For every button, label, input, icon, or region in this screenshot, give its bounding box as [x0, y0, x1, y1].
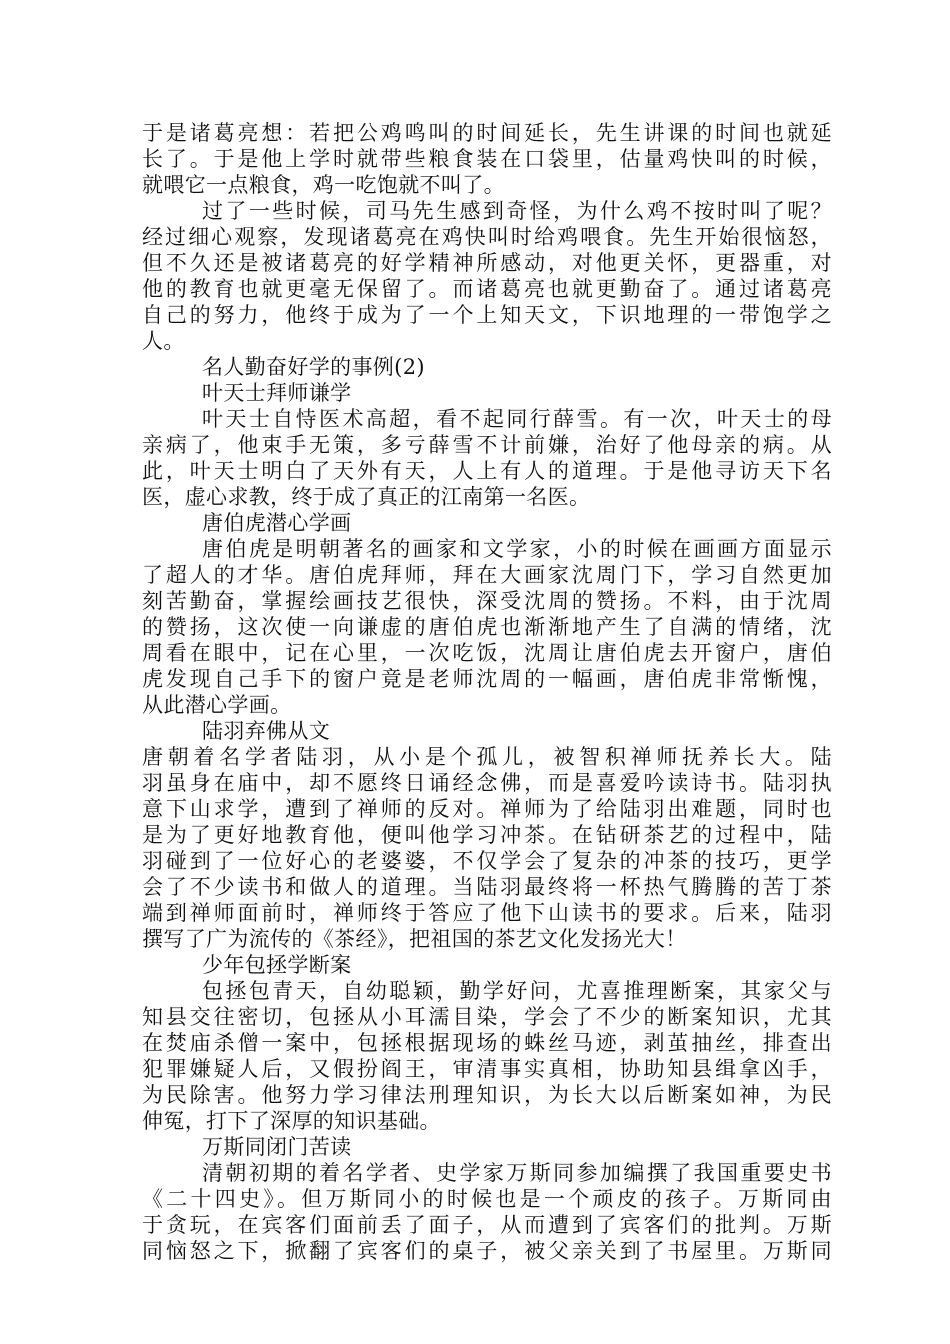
heading-text: 少年包拯学断案	[202, 953, 352, 977]
text-line: 包拯包青天，自幼聪颖，勤学好问，尤喜推理断案，其家父与	[202, 979, 832, 1003]
text-line: 羽碰到了一位好心的老婆婆，不仅学会了复杂的冲茶的技巧，更学	[142, 849, 832, 873]
paragraph	[142, 744, 832, 952]
document-page	[142, 120, 832, 1264]
section-heading	[142, 354, 832, 380]
text-line: 长了。于是他上学时就带些粮食装在口袋里，估量鸡快叫的时候，	[142, 147, 832, 171]
text-line: 的赞扬，这次使一向谦虚的唐伯虎也渐渐地产生了自满的情绪，沈	[142, 615, 832, 639]
text-line: 了超人的才华。唐伯虎拜师，拜在大画家沈周门下，学习自然更加	[142, 563, 832, 587]
text-line: 人。	[142, 329, 185, 353]
text-line: 过了一些时候，司马先生感到奇怪，为什么鸡不按时叫了呢？	[202, 199, 832, 223]
text-line: 此，叶天士明白了天外有天，人上有人的道理。于是他寻访天下名	[142, 459, 832, 483]
text-line: 撰写了广为流传的《茶经》，把祖国的茶艺文化发扬光大！	[142, 927, 687, 951]
heading-text: 陆羽弃佛从文	[202, 719, 331, 743]
text-line: 知县交往密切，包拯从小耳濡目染，学会了不少的断案知识，尤其	[142, 1005, 832, 1029]
section-heading	[142, 718, 832, 744]
paragraph	[142, 198, 832, 354]
heading-text: 唐伯虎潜心学画	[202, 511, 352, 535]
paragraph	[142, 120, 832, 198]
paragraph	[142, 1160, 832, 1264]
text-line: 同恼怒之下，掀翻了宾客们的桌子，被父亲关到了书屋里。万斯同	[142, 1239, 832, 1263]
paragraph	[142, 406, 832, 510]
text-line: 周看在眼中，记在心里，一次吃饭，沈周让唐伯虎去开窗户，唐伯	[142, 641, 832, 665]
text-line: 清朝初期的着名学者、史学家万斯同参加编撰了我国重要史书	[202, 1161, 832, 1185]
text-line: 于贪玩，在宾客们面前丢了面子，从而遭到了宾客们的批判。万斯	[142, 1213, 832, 1237]
text-line: 他的教育也就更毫无保留了。而诸葛亮也就更勤奋了。通过诸葛亮	[142, 277, 832, 301]
text-line: 但不久还是被诸葛亮的好学精神所感动，对他更关怀，更器重，对	[142, 251, 832, 275]
text-line: 唐朝着名学者陆羽，从小是个孤儿，被智积禅师抚养长大。陆	[142, 745, 832, 769]
text-line: 羽虽身在庙中，却不愿终日诵经念佛，而是喜爱吟读诗书。陆羽执	[142, 771, 832, 795]
text-line: 唐伯虎是明朝著名的画家和文学家，小的时候在画画方面显示	[202, 537, 832, 561]
section-heading	[142, 1134, 832, 1160]
text-line: 在焚庙杀僧一案中，包拯根据现场的蛛丝马迹，剥茧抽丝，排查出	[142, 1031, 832, 1055]
text-line: 叶天士自恃医术高超，看不起同行薛雪。有一次，叶天士的母	[202, 407, 832, 431]
text-line: 犯罪嫌疑人后，又假扮阎王，审清事实真相，协助知县缉拿凶手，	[142, 1057, 832, 1081]
text-line: 就喂它一点粮食，鸡一吃饱就不叫了。	[142, 173, 505, 197]
text-line: 《二十四史》。但万斯同小的时候也是一个顽皮的孩子。万斯同由	[142, 1187, 832, 1211]
paragraph	[142, 978, 832, 1134]
text-line: 经过细心观察，发现诸葛亮在鸡快叫时给鸡喂食。先生开始很恼怒，	[142, 225, 832, 249]
section-heading	[142, 952, 832, 978]
heading-text: 叶天士拜师谦学	[202, 381, 352, 405]
section-heading	[142, 380, 832, 406]
text-line: 医，虚心求教，终于成了真正的江南第一名医。	[142, 485, 591, 509]
text-line: 端到禅师面前时，禅师终于答应了他下山读书的要求。后来，陆羽	[142, 901, 832, 925]
text-line: 亲病了，他束手无策，多亏薛雪不计前嫌，治好了他母亲的病。从	[142, 433, 832, 457]
heading-text: 名人勤奋好学的事例(2)	[202, 355, 425, 379]
text-line: 刻苦勤奋，掌握绘画技艺很快，深受沈周的赞扬。不料，由于沈周	[142, 589, 832, 613]
text-line: 是为了更好地教育他，便叫他学习冲茶。在钻研茶艺的过程中，陆	[142, 823, 832, 847]
text-line: 为民除害。他努力学习律法刑理知识，为长大以后断案如神，为民	[142, 1083, 832, 1107]
paragraph	[142, 536, 832, 718]
text-line: 虎发现自己手下的窗户竟是老师沈周的一幅画，唐伯虎非常惭愧，	[142, 667, 832, 691]
text-line: 会了不少读书和做人的道理。当陆羽最终将一杯热气腾腾的苦丁茶	[142, 875, 832, 899]
text-line: 意下山求学，遭到了禅师的反对。禅师为了给陆羽出难题，同时也	[142, 797, 832, 821]
section-heading	[142, 510, 832, 536]
text-line: 伸冤，打下了深厚的知识基础。	[142, 1109, 441, 1133]
text-line: 自己的努力，他终于成为了一个上知天文，下识地理的一带饱学之	[142, 303, 832, 327]
text-line: 于是诸葛亮想：若把公鸡鸣叫的时间延长，先生讲课的时间也就延	[142, 121, 832, 145]
text-line: 从此潜心学画。	[142, 693, 292, 717]
heading-text: 万斯同闭门苦读	[202, 1135, 352, 1159]
